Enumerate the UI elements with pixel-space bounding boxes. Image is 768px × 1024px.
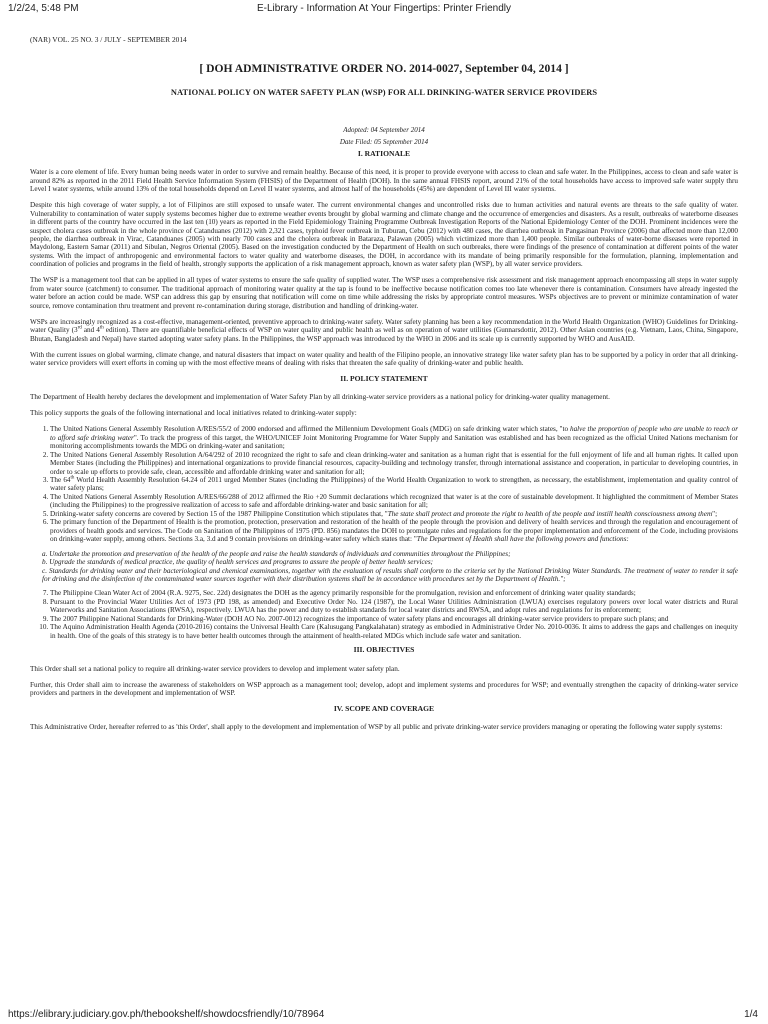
- print-datetime: 1/2/24, 5:48 PM: [8, 3, 79, 14]
- print-page-number: 1/4: [744, 1009, 758, 1020]
- list-item: 1. The United Nations General Assembly Resolution A/RES/55/2 of 2000 endorsed and affirmed the Millennium Development Goals (MDG) on safe drinking water which states, "to halve the proportion of people who are unable to reach or to afford safe drinking water". To track the progress of this target, the WHO/UNICEF Joint Monitoring Programme for Water Supply and Sanitation was established and has been recognized as the official United Nations mechanism for monitoring accomplishments towards the MDG on drinking-water and sanitation;: [50, 425, 738, 450]
- date-filed: Date Filed: 05 September 2014: [339, 137, 429, 146]
- list-item: 10. The Aquino Administration Health Agenda (2010-2016) contains the Universal Health Care (Kalusugang Pangkalahatan) strategy as embodied in Administrative Order No. 2010-0036. It aims to address the gaps and challenges on inequity in health. One of the goals of this strategy is to have better health outcomes through the attainment of health-related MDGs which include safe water and sanitation.: [50, 623, 738, 640]
- list-item: 5. Drinking-water safety concerns are covered by Section 15 of the 1987 Philippine Constitution which stipulates that, "The state shall protect and promote the right to health of the people and instill health consciousness among them";: [50, 510, 738, 518]
- objectives-paragraph: This Order shall set a national policy to require all drinking-water service providers to develop and implement water safety plan.: [30, 664, 400, 673]
- adopted-date: Adopted: 04 September 2014: [343, 125, 425, 134]
- print-url: https://elibrary.judiciary.gov.ph/thebookshelf/showdocsfriendly/10/78964: [8, 1009, 325, 1020]
- sub-item: b. Upgrade the standards of medical practice, the quality of health services and programs to assure the people of better health services;: [42, 558, 434, 567]
- list-item: 6. The primary function of the Department of Health is the promotion, protection, preservation and restoration of the health of the people through the provision and delivery of health services and through the regulation and encouragement of providers of health goods and services. The Code on Sanitation of the Philippines of 1975 (PD. 856) mandates the DOH to promulgate rules and regulations for the proper implementation and enforcement of the Code, including provisions on drinking-water supply, among others. Sections 3.a, 3.d and 9 contain provisions on drinking-water safety which states that: "The Department of Health shall have the following powers and functions:: [50, 518, 738, 543]
- list-item: 8. Pursuant to the Provincial Water Utilities Act of 1973 (PD 198, as amended) and Executive Order No. 124 (1987), the Local Water Utilities Administration (LWUA) exercises regulatory powers over local water districts and Rural Waterworks and Sanitation Associations (RWSA), respectively. LWUA has the power and duty to establish standards for local water districts and RWSA, and adopt rules and regulations for its enforcement;: [50, 598, 738, 615]
- scope-paragraph: This Administrative Order, hereafter referred to as 'this Order', shall apply to the development and implementation of WSP by all public and private drinking-water service providers managing or operating the following water supply systems:: [30, 723, 723, 732]
- objectives-paragraph: Further, this Order shall aim to increase the awareness of stakeholders on WSP approach as a management tool; develop, adopt and implement systems and procedures for WSP; and eventually strengthen the capacity of drinking-water service providers and partners in the development and implementation of WSP.: [30, 680, 738, 698]
- policy-paragraph: This policy supports the goals of the following international and local initiatives related to drinking-water supply:: [30, 409, 357, 418]
- rationale-paragraph: With the current issues on global warming, climate change, and natural disasters that impact on water quality and health of the Filipino people, an innovative strategy like water safety plan has to be supported by a policy in order that all drinking-water service providers will exert efforts in coming up with the most effective means of dealing with risks that threaten the safe quality of drinking-water and public health.: [30, 350, 738, 367]
- print-header: [0, 0, 768, 16]
- sub-item: a. Undertake the promotion and preservation of the health of the people and raise the health standards of individuals and communities throughout the Philippines;: [42, 549, 511, 558]
- section-heading-rationale: I. RATIONALE: [357, 148, 411, 158]
- rationale-paragraph: WSPs are increasingly recognized as a cost-effective, management-oriented, preventive approach to drinking-water safety. Water safety planning has been a key recommendation in the World Health Organization (WHO) Guidelines for Drinking-water Quality (3rd and 4th edition). There are quantifiable beneficial effects of WSP on water quality and public health as well as on operation of water utilities (Gunnarsdottir, 2012). Other Asian countries (e.g. Vietnam, Laos, China, Singapore, Bhutan, Bangladesh and Nepal) have started adopting water safety plans. In the Philippines, the WSP approach was introduced by the WHO in 2006 and its scale up is currently supported by WHO and AusAID.: [30, 317, 738, 343]
- document-body: [30, 36, 738, 739]
- list-item: 4. The United Nations General Assembly Resolution A/RES/66/288 of 2012 affirmed the Rio +20 Summit declarations which recognized that water is at the core of sustainable development. It highlighted the commitment of Member States (including the Philippines) to the progressive realization of access to safe and affordable drinking-water and basic sanitation for all;: [50, 493, 738, 510]
- section-heading-objectives: III. OBJECTIVES: [353, 645, 415, 655]
- code-provisions-quote: [30, 550, 738, 584]
- print-page-title: E-Library - Information At Your Fingertips: Printer Friendly: [257, 3, 511, 14]
- order-title: [ DOH ADMINISTRATIVE ORDER NO. 2014-0027, September 04, 2014 ]: [199, 62, 569, 76]
- rationale-paragraph: The WSP is a management tool that can be applied in all types of water systems to ensure the safe quality of supplied water. The WSP uses a comprehensive risk assessment and risk management approach encompassing all steps in water supply from water source (catchment) to consumer. The traditional approach of monitoring water quality at the tap is found to be ineffective because notification comes too late whenever there is contamination. Consumers have already ingested the water before an action could be made. WSP can address this gap by ensuring that notification will come on time while addressing the risks by appropriate control measures. WSPs objectives are to prevent or minimize contamination of water source, remove contamination thru treatment and prevent re-contamination during storage, distribution and handling of drinking-water.: [30, 276, 738, 310]
- section-heading-scope: IV. SCOPE AND COVERAGE: [333, 703, 435, 713]
- sub-item: c. Standards for drinking water and their bacteriological and chemical examinations, together with the evaluation of results shall conform to the criteria set by the National Drinking Water Standards. The treatment of water to render it safe for drinking and the disinfection of the contaminated water sources together with their distribution systems shall be in accordance with procedures set by the Department of Health.";: [42, 566, 738, 583]
- print-footer: [0, 1006, 768, 1024]
- policy-paragraph: The Department of Health hereby declares the development and implementation of Water Safety Plan by all drinking-water service providers as a national policy for drinking-water quality management.: [30, 393, 610, 402]
- list-item: 7. The Philippine Clean Water Act of 2004 (R.A. 9275, Sec. 22d) designates the DOH as the agency primarily responsible for the promulgation, revision and enforcement of drinking water quality standards;: [50, 589, 738, 597]
- order-subject: NATIONAL POLICY ON WATER SAFETY PLAN (WSP) FOR ALL DRINKING-WATER SERVICE PROVIDERS: [170, 88, 598, 98]
- journal-reference: (NAR) VOL. 25 NO. 3 / JULY - SEPTEMBER 2014: [30, 35, 187, 44]
- list-item: 9. The 2007 Philippine National Standards for Drinking-Water (DOH AO No. 2007-0012) recognizes the importance of water safety plans and encourages all drinking-water service providers to prepare such plans; and: [50, 615, 738, 623]
- policy-list: [30, 425, 738, 543]
- list-item: 3. The 64th World Health Assembly Resolution 64.24 of 2011 urged Member States (including the Philippines) of the World Health Organization to work to strengthen, as necessary, the establishment, implementation and quality control of water safety plans;: [50, 476, 738, 493]
- rationale-paragraph: Despite this high coverage of water supply, a lot of Filipinos are still exposed to unsafe water. The current environmental changes and uncontrolled risks due to human activities and natural events are threats to the safe quality of water. Vulnerability to contamination of water supply systems becomes higher due to extreme weather events brought by global warming and climate change and the occurrence of emergencies and disasters. As a result, outbreaks of waterborne diseases in different parts of the country have occurred in the last ten (10) years as reported in the Field Epidemiology Training Programme Outbreak Investigation Reports of the National Epidemiology Center of the DOH. Prominent incidences were the suspect cholera cases outbreak in the whole province of Catanduanes (2012) with 2,321 cases, typhoid fever outbreak in Tuburan, Cebu (2012) with 480 cases, the diarrhea outbreak in Pangasinan Province (2006) that affected more than 12,000 people, the diarrhea outbreak in Virac, Catanduanes (2005) with nearly 700 cases and the cholera outbreak in Bataraza, Palawan (2005) which victimized more than 1,400 people. Similar outbreaks of water-borne diseases were reported in Maydolong, Eastern Samar (2011) and Sibulan, Negros Oriental (2005). Based on the investigation conducted by the Department of Health on such outbreaks, there were findings of the presence of contamination at different points of the water systems. With the impact of anthropogenic and environmental factors to water quality and waterborne diseases, the DOH, in accordance with its mandate of being primarily responsible for the formulation, planning, implementation and coordination of policies and programs in the field of health, strongly supports the application of a risk management approach, known as water safety plan (WSP), by all water service providers.: [30, 201, 738, 269]
- section-heading-policy: II. POLICY STATEMENT: [340, 373, 428, 383]
- list-item: 2. The United Nations General Assembly Resolution A/64/292 of 2010 recognized the right to safe and clean drinking-water and sanitation as a human right that is essential for the full enjoyment of life and all human rights. It called upon Member States (including the Philippines) and international organizations to provide financial resources, capacity-building and technology transfer, through international assistance and cooperation, in particular to developing countries, in order to scale up efforts to provide safe, clean, accessible and affordable drinking water and sanitation for all;: [50, 451, 738, 476]
- rationale-paragraph: Water is a core element of life. Every human being needs water in order to survive and remain healthy. Because of this need, it is proper to provide everyone with access to clean and safe water. In the Philippines, access to clean and safe water is around 82% as reported in the 2011 Field Health Service Information System (FHSIS) of the Department of Health (DOH). In the same annual FHSIS report, around 21% of the total households have access to improved safe water supply thru Level I water systems, while around 13% of the total households depend on Level II water systems, and almost half of the households (45%) are dependent of Level III water systems.: [30, 168, 738, 194]
- policy-list-continued: [30, 589, 738, 640]
